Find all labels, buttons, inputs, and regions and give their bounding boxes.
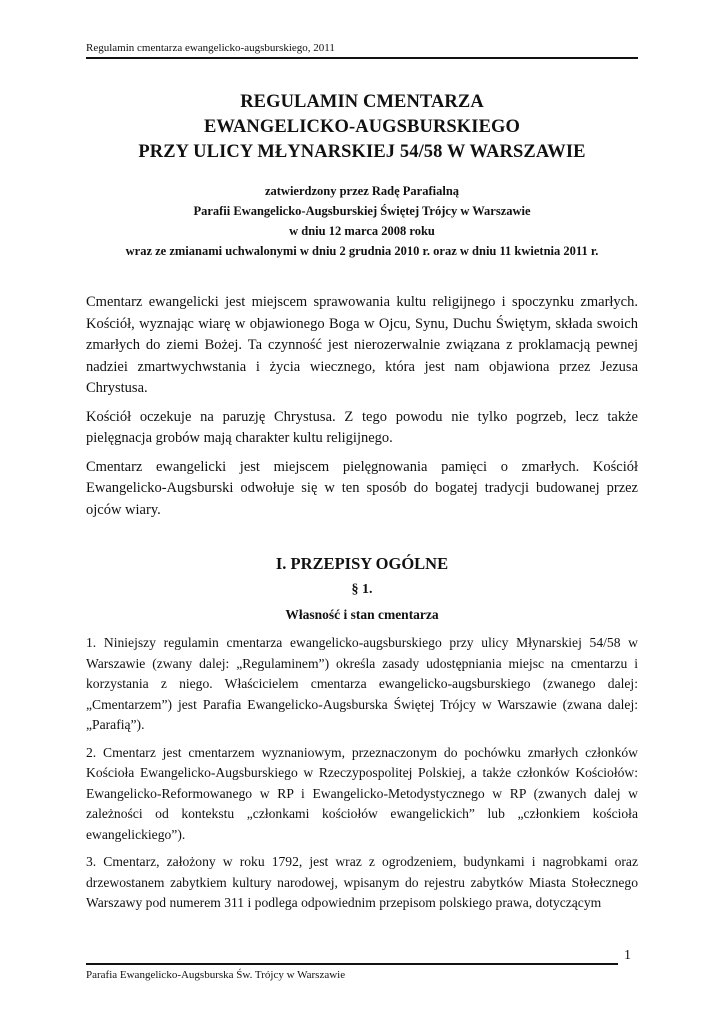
approval-line-1: zatwierdzony przez Radę Parafialną bbox=[264, 184, 460, 198]
intro-text bbox=[86, 292, 638, 528]
running-header: Regulamin cmentarza ewangelicko-augsburskiego, 2011 bbox=[86, 42, 638, 59]
title-block bbox=[80, 90, 644, 261]
paragraph-title: Własność i stan cmentarza bbox=[285, 607, 439, 622]
document-title-line-1: REGULAMIN CMENTARZA bbox=[240, 92, 484, 112]
approval-line-3: w dniu 12 marca 2008 roku bbox=[289, 224, 435, 238]
approval-block bbox=[80, 181, 644, 261]
point-1: 1. Niniejszy regulamin cmentarza ewangelicko-augsburskiego przy ulicy Młynarskiej 54/58 w Warszawie (zwany dalej: „Regulaminem”) określa zasady udostępniania miejsc na cmentarzu i korzystania z niego. Właścicielem cmentarza ewangelicko-augsburskiego (zwanego dalej: „Cmentarzem”) jest Parafia Ewangelicko-Augsburska Świętej Trójcy w Warszawie (zwana dalej: „Parafią”). bbox=[86, 635, 638, 732]
page-number: 1 bbox=[624, 948, 631, 963]
section-general-provisions bbox=[86, 553, 638, 921]
point-3: 3. Cmentarz, założony w roku 1792, jest wraz z ogrodzeniem, budynkami i nagrobkami oraz drzewostanem zabytkiem kultury narodowej, wpisanym do rejestru zabytków Miasta Stołecznego Warszawy pod numerem 311 i podlega odpowiednim przepisom polskiego prawa, dotyczącym bbox=[86, 854, 638, 910]
paragraph-number: § 1. bbox=[351, 582, 373, 597]
document-title-line-3: PRZY ULICY MŁYNARSKIEJ 54/58 W WARSZAWIE bbox=[138, 142, 586, 162]
running-footer: Parafia Ewangelicko-Augsburska Św. Trójcy w Warszawie bbox=[86, 963, 618, 981]
approval-line-2: Parafii Ewangelicko-Augsburskiej Świętej Trójcy w Warszawie bbox=[193, 204, 531, 218]
intro-paragraph-2: Kościół oczekuje na paruzję Chrystusa. Z tego powodu nie tylko pogrzeb, lecz także pielęgnacja grobów mają charakter kultu religijnego. bbox=[86, 408, 638, 446]
document-title-line-2: EWANGELICKO-AUGSBURSKIEGO bbox=[203, 117, 521, 137]
section-title: I. PRZEPISY OGÓLNE bbox=[275, 554, 449, 573]
approval-line-4: wraz ze zmianami uchwalonymi w dniu 2 grudnia 2010 r. oraz w dniu 11 kwietnia 2011 r. bbox=[125, 244, 599, 258]
intro-paragraph-3: Cmentarz ewangelicki jest miejscem pielęgnowania pamięci o zmarłych. Kościół Ewangelicko-Augsburski odwołuje się w ten sposób do bogatej tradycji budowanej przez ojców wiary. bbox=[86, 458, 638, 518]
intro-paragraph-1: Cmentarz ewangelicki jest miejscem sprawowania kultu religijnego i spoczynku zmarłych. Kościół, wyznając wiarę w objawionego Boga w Ojcu, Synu, Duchu Świętym, składa swoich zmarłych do ziemi Bożej. Ta czynność jest nierozerwalnie związana z proklamacją pewnej nadziei zmartwychwstania i życia wiecznego, która jest nam objawiona przez Jezusa Chrystusa. bbox=[86, 294, 638, 396]
point-2: 2. Cmentarz jest cmentarzem wyznaniowym, przeznaczonym do pochówku zmarłych członków Kościoła Ewangelicko-Augsburskiego w Rzeczypospolitej Polskiej, a także członków Kościołów: Ewangelicko-Reformowanego w RP i Ewangelicko-Metodystycznego w RP (zwanych dalej w zależności od kontekstu „członkami kościołów ewangelickich” lub „członkiem kościoła ewangelickiego”). bbox=[86, 744, 638, 842]
